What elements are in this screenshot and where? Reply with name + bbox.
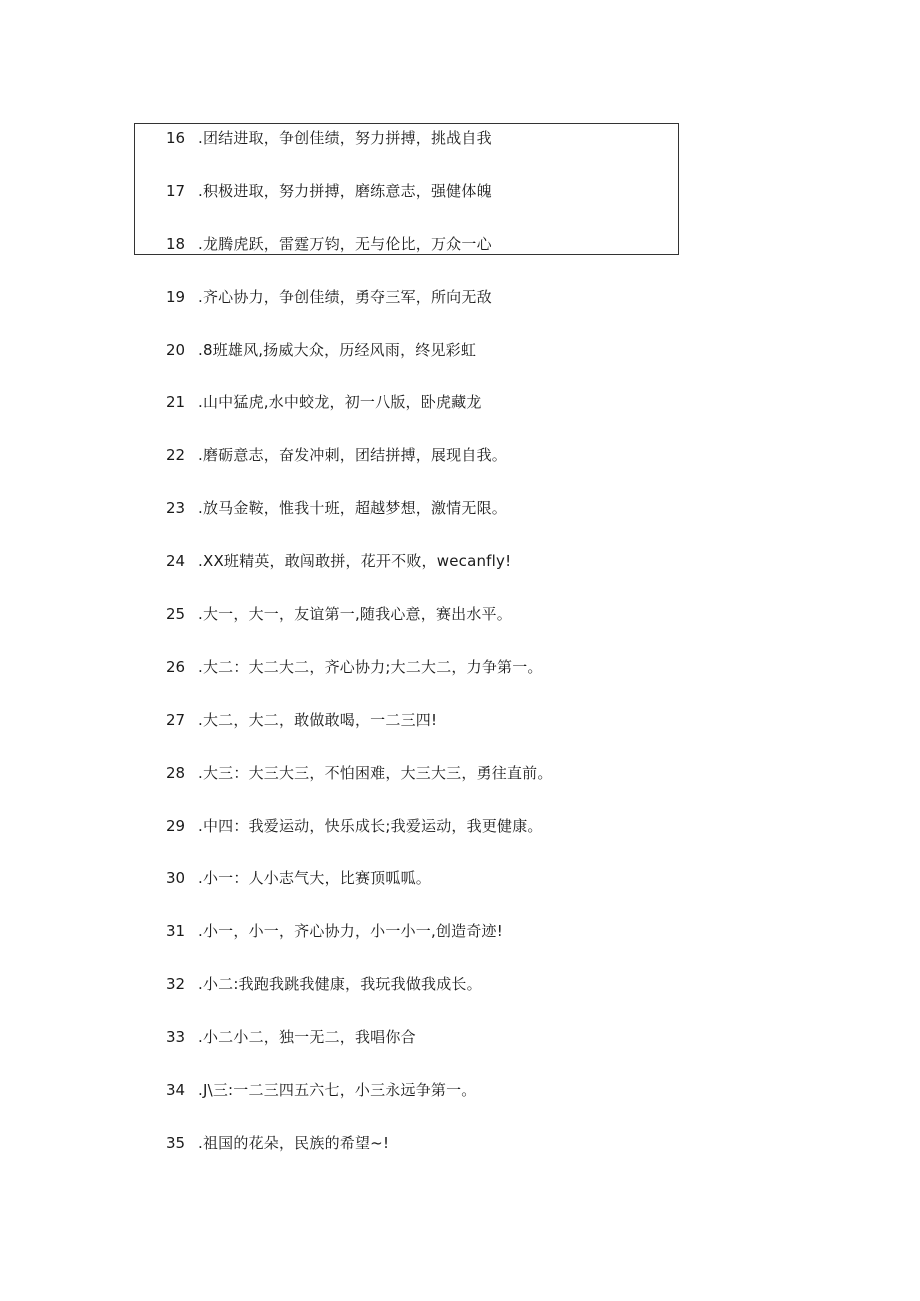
slogan-number: 30 — [166, 869, 186, 888]
slogan-item — [0, 444, 920, 497]
slogan-text: .大二，大二，敢做敢喝，一二三四! — [198, 710, 438, 729]
slogan-item — [0, 550, 920, 603]
slogan-number: 34 — [166, 1081, 186, 1100]
slogan-text: .龙腾虎跃，雷霆万钧，无与伦比，万众一心 — [198, 234, 492, 253]
slogan-text: .小一，小一，齐心协力，小一小一,创造奇迹! — [198, 922, 503, 941]
slogan-text: .大三：大三大三，不怕困难，大三大三，勇往直前。 — [198, 763, 553, 782]
slogan-number: 35 — [166, 1133, 186, 1152]
slogan-text: .磨砺意志，奋发冲刺，团结拼搏，展现自我。 — [198, 446, 507, 465]
slogan-text: .大二：大二大二，齐心协力;大二大二，力争第一。 — [198, 657, 543, 676]
slogan-item — [0, 709, 920, 762]
slogan-number: 33 — [166, 1028, 186, 1047]
slogan-item — [0, 920, 920, 973]
slogan-number: 26 — [166, 657, 186, 676]
slogan-item — [0, 233, 920, 286]
slogan-text: .团结进取，争创佳绩，努力拼搏，挑战自我 — [198, 129, 492, 147]
slogan-item — [0, 656, 920, 709]
slogan-item — [0, 1026, 920, 1079]
slogan-number: 16 — [166, 129, 186, 147]
slogan-item — [0, 127, 920, 180]
slogan-number: 28 — [166, 763, 186, 782]
slogan-item — [0, 180, 920, 233]
slogan-text: .J\三:一二三四五六七，小三永远争第一。 — [198, 1081, 477, 1100]
slogan-number: 19 — [166, 287, 186, 306]
slogan-number: 21 — [166, 393, 186, 412]
slogan-item — [0, 286, 920, 339]
slogan-text: .8班雄风,扬威大众，历经风雨，终见彩虹 — [198, 340, 477, 359]
slogan-text: .放马金鞍，惟我十班，超越梦想，激情无限。 — [198, 499, 507, 518]
slogan-text: .山中猛虎,水中蛟龙，初一八版，卧虎藏龙 — [198, 393, 482, 412]
slogan-item — [0, 603, 920, 656]
slogan-list — [0, 127, 920, 1185]
slogan-text: .小二小二，独一无二，我唱你合 — [198, 1028, 416, 1047]
slogan-item — [0, 1132, 920, 1185]
slogan-number: 17 — [166, 181, 186, 200]
slogan-item — [0, 391, 920, 444]
slogan-text: .小二:我跑我跳我健康，我玩我做我成长。 — [198, 975, 482, 994]
slogan-number: 22 — [166, 446, 186, 465]
slogan-number: 24 — [166, 552, 186, 571]
slogan-item — [0, 973, 920, 1026]
slogan-text: .中四：我爱运动，快乐成长;我爱运动，我更健康。 — [198, 816, 543, 835]
slogan-item — [0, 497, 920, 550]
slogan-text: .XX班精英，敢闯敢拼，花开不败，wecanfly! — [198, 552, 512, 571]
slogan-number: 32 — [166, 975, 186, 994]
slogan-item — [0, 762, 920, 815]
slogan-text: .积极进取，努力拼搏，磨练意志，强健体魄 — [198, 181, 492, 200]
slogan-number: 23 — [166, 499, 186, 518]
slogan-text: .大一，大一，友谊第一,随我心意，赛出水平。 — [198, 605, 512, 624]
slogan-number: 20 — [166, 340, 186, 359]
slogan-item — [0, 1079, 920, 1132]
slogan-number: 25 — [166, 605, 186, 624]
slogan-number: 27 — [166, 710, 186, 729]
slogan-text: .齐心协力，争创佳绩，勇夺三军，所向无敌 — [198, 287, 492, 306]
slogan-item — [0, 339, 920, 392]
slogan-number: 18 — [166, 234, 186, 253]
slogan-item — [0, 867, 920, 920]
slogan-number: 31 — [166, 922, 186, 941]
slogan-text: .祖国的花朵，民族的希望~! — [198, 1133, 390, 1152]
slogan-text: .小一：人小志气大，比赛顶呱呱。 — [198, 869, 431, 888]
slogan-item — [0, 815, 920, 868]
slogan-number: 29 — [166, 816, 186, 835]
